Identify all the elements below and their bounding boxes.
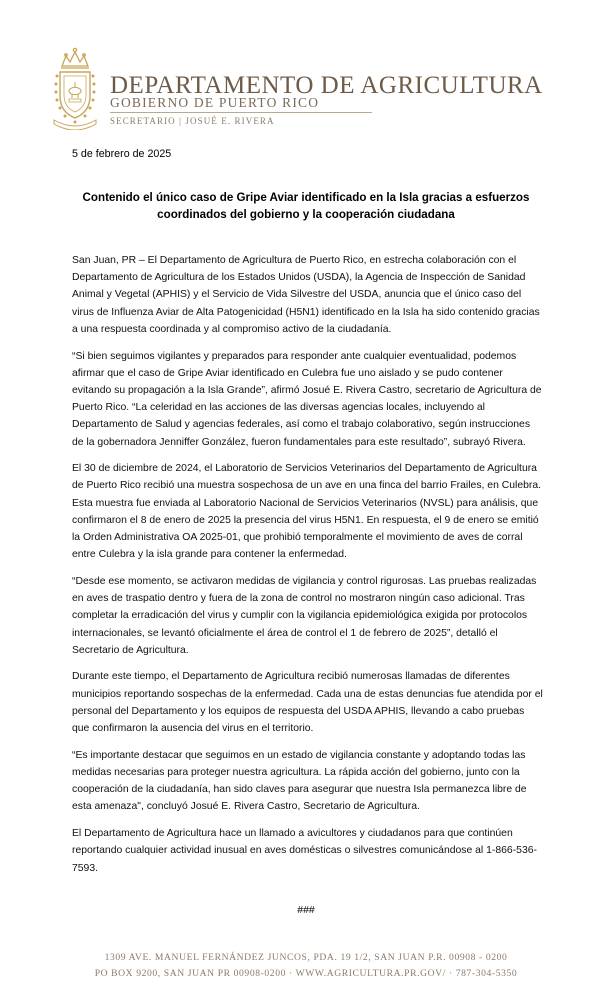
body-paragraph: “Es importante destacar que seguimos en un estado de vigilancia constante y adoptando todas las medidas necesarias para proteger nuestra agricultura. La rápida acción del gobierno, junto con la cooperación de la ciudadanía, han sido claves para asegurar que nuestra Isla permanezca libre de esta amenaza", concluyó Josué E. Rivera Castro, Secretario de Agricultura. (72, 749, 527, 813)
body-paragraph: El Departamento de Agricultura hace un llamado a avicultores y ciudadanos para que continúen reportando cualquier actividad inusual en aves domésticas o silvestres comunicándose al 1-866-536-7593. (72, 828, 537, 874)
body-paragraph: San Juan, PR – El Departamento de Agricultura de Puerto Rico, en estrecha colaboración con el Departamento de Agricultura de los Estados Unidos (USDA), la Agencia de Inspección de Sanidad Animal y Vegetal (APHIS) y el Servicio de Vida Silvestre del USDA, anuncia que el único caso del virus de Influenza Aviar de Alta Patogenicidad (H5N1) identificado en la Isla ha sido contenido gracias a una respuesta coordinada y al compromiso activo de la ciudadanía. (72, 255, 540, 335)
footer-contact: PO BOX 9200, SAN JUAN PR 00908-0200 · WWW.AGRICULTURA.PR.GOV/ · 787-304-5350 (94, 968, 518, 979)
release-date: 5 de febrero de 2025 (72, 148, 172, 160)
body-paragraph: El 30 de diciembre de 2024, el Laboratorio de Servicios Veterinarios del Departamento de Agricultura de Puerto Rico recibió una muestra sospechosa de un ave en una finca del barrio Frailes, en Culebra. Esta muestra fue enviada al Laboratorio Nacional de Servicios Veterinarios (NVSL) para análisis, que confirmaron el 8 de enero de 2025 la presencia del virus H5N1. En respuesta, el 9 de enero se emitió la Orden Administrativa OA 2025-01, que prohibió temporalmente el movimiento de aves de corral entre Culebra y la isla grande para contener la enfermedad. (72, 463, 542, 561)
footer-address: 1309 AVE. MANUEL FERNÁNDEZ JUNCOS, PDA. 19 1/2, SAN JUAN P.R. 00908 - 0200 (104, 952, 508, 963)
press-release-body (72, 252, 544, 886)
agency-name: DEPARTAMENTO DE AGRICULTURA (110, 72, 543, 99)
end-mark: ### (297, 904, 315, 916)
body-paragraph: “Desde ese momento, se activaron medidas de vigilancia y control rigurosas. Las pruebas realizadas en aves de traspatio dentro y fuera de la zona de control no mostraron ningún caso adicional. Tras completar la erradicación del virus y cumplir con la vigilancia epidemiológica exigida por protocolos internacionales, se levantó oficialmente el área de control el 1 de febrero de 2025”, detalló el Secretario de Agricultura. (72, 575, 537, 656)
government-name: GOBIERNO DE PUERTO RICO (110, 95, 320, 110)
body-paragraph: Durante este tiempo, el Departamento de Agricultura recibió numerosas llamadas de diferentes municipios reportando sospechas de la enfermedad. Cada una de estas denuncias fue atendida por el personal del Departamento y los equipos de respuesta del USDA APHIS, llevando a cabo pruebas que confirmaron la ausencia del virus en el territorio. (72, 671, 543, 735)
secretary-line: SECRETARIO | JOSUÉ E. RIVERA (110, 116, 275, 126)
letterhead-divider (110, 112, 372, 113)
coat-of-arms-icon (44, 46, 106, 130)
press-release-title: Contenido el único caso de Gripe Aviar identificado en la Isla gracias a esfuerzos coordinados del gobierno y la cooperación ciudadana (82, 191, 530, 221)
body-paragraph: “Si bien seguimos vigilantes y preparados para responder ante cualquier eventualidad, podemos afirmar que el caso de Gripe Aviar identificado en Culebra fue uno aislado y se pudo contener evitando su propagación a la Isla Grande”, afirmó Josué E. Rivera Castro, secretario de Agricultura de Puerto Rico. “La celeridad en las acciones de las diversas agencias locales, incluyendo al Departamento de Salud y agencias federales, así como el trabajo colaborativo, según instrucciones de la gobernadora Jenniffer González, fueron fundamentales para este resultado”, subrayó Rivera. (72, 350, 542, 448)
